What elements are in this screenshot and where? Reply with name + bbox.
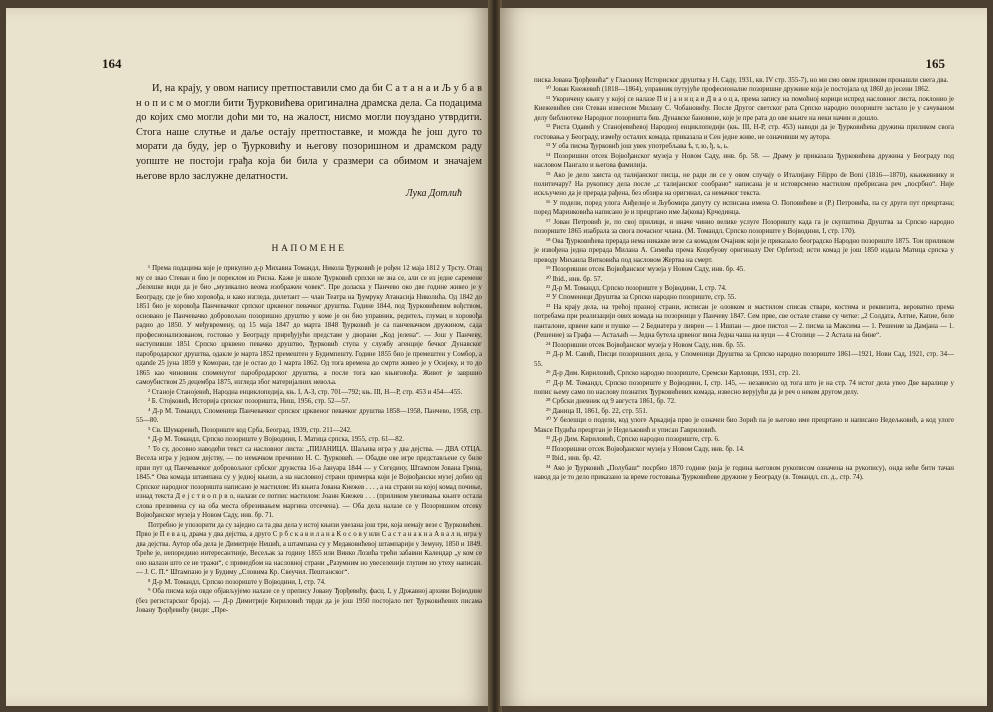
footnote: писка Јована Ђорђевића“ у Гласнику Историског друштва у Н. Саду, 1931, кв. IV стр. 355-7), но ми смо овом приликом пронашли свега два. [534, 76, 949, 84]
footnote: ⁸ Д-р М. Томандл, Српско позориште у Војводини, I, стр. 74. [148, 578, 326, 586]
right-page-body [534, 76, 954, 482]
footnote: ³¹ Д-р Дим. Кириловић, Српско народно позориште, стр. 6. [546, 435, 720, 444]
footnote: ²⁶ Д-р Дим. Кириловић, Српско народно позориште, Сремски Карловци, 1931, стр. 21. [546, 369, 801, 378]
intro-paragraph: И, на крају, у овом напису претпоставили смо да би С а т а н а и Љ у б а в н о п и с м о могли бити Ђурковићева оригинална драмска дела. Са подацима до којих смо могли доћи ми то, на жалост, нисмо могли поуздано утврдити. Стога наше слутње и даље остају претпоставке, и можда ће још дуго то морати да буду, јер о Ђурковићу и његову позоришном и драмском раду уопште не постоји грађа која би била у сразмери са обимом и значајем његове врло заслужне делатности. [136, 83, 482, 182]
footnote: ²¹ Д-р М. Томандл, Српско позориште у Војводини, I, стр. 74. [546, 283, 727, 292]
footnote: ¹³ У оба писма Ђурковић још увек употребљава ѣ, т, ю, ђ, ъ, ь. [546, 142, 729, 151]
footnote: ¹ Према подацима које је прикупио д-р Михавиа Томандл, Никола Ђурковић је рођен 12 маја 1812 у Трсту. Отац му се звао Стеван и био је пореклом из Рисна. Каже је школе Ђурковић српски не зна се, али се из једне саремене „белешке види да је био „музикално веома изображен човек“. Пре доласка у Панчево око две године живео је у Београду, где је био хоровођа, и како изгледа, дилетант — члан Театра на Ђумруку Атанасија Николића. Од 1842 до 1851 био је хоровођа Панчевачког српског црквеног певачког друштва. Године 1844, под Ђурковићевим вођством, основано је Панчевачко добровољно позоришно друштво у коме је он био управник, редитељ, глумац и хоровођа радио до 1850. У међувремену, од 15 маја 1847 до марта 1848 Ђурковић је са панчевачком дружином, сада професионализованом, гостовао у Београду прирeђујући представе у дворани „Код јелена“. — Још у Панчеву, наступивши 1851 Српско црквено певачко друштво, Ђурковић ступа у службу агенције бечког Дунавског паробродарског друштва, одакле је марта 1852 премештен у Будимпешту. Године 1855 био је премештен у Сомбор, а одande 25 јуна 1859 у Коморан, где је остао до 1 марта 1862. Од тога времена до смрти живео је у Осијеку, и то до 1865 као чиновник споменутог паробродарског друштва, а после тога као књиговођа. Живот је завршио самоубиством 25 децембра 1875, изгледа због материјалних невоља. [136, 265, 482, 387]
footnote: ⁹ Оба писма која овде објављујемо налазе се у препису Јовану Ђорђевићу, фасц. I, у Државној архиви Војводине (без регистарског броја). — Д-р Димитрије Кириловић тврди да је још 1950 постојало пет Ђурковићевих писама Јовану Ђорђевићу (види: „Пре- [136, 588, 482, 615]
footnote: ⁶ Д-р М. Томандл, Српско позориште у Војводини, I. Матица српска, 1955, стр. 61—82. [148, 436, 404, 444]
footnote: ²⁵ Д-р М. Савић, Писци позоришних дела, у Споменици Друштва за Српско народно позориште 1861—1921, Нови Сад, 1921, стр. 34—55. [534, 350, 954, 368]
footnote: ¹² Риста Одавић у Станојевићевој Народној енциклопедији (књ. III, Н-Р, стр. 453) наводи да је Ђурковићева дружина приликом свога гостовања у Београду, између осталих комада, приказала и Сен једне живе, не означивши му аутора. [534, 123, 954, 141]
footnote: ²² У Споменици Друштва за Српско народно позориште, стр. 55. [546, 293, 737, 302]
footnote: ¹¹ Укоричену књигу у којој се налазе П и ј а н и ц а и Д в а о ц а, према запису на помоћној корици испред насловног листа, поклонио је Кнежевићев син Стеван извесном Милану С. Чобановићу. После Другог светског рата Српско народно позориште застало је у сачуваном делу библиотеке Народног позоришта бив. Дунавске бановине, које је пре рата до ове књиге на неки начин и дошло. [534, 94, 954, 122]
footnote: ⁷ То су, досовно наводећи текст са насловног листа: „ПИЈАНИЦА. Шаљива игра у два дејства. — ДВА ОТЦА. Весела игра у једном дејству, — по немачком прeчинио Н. С. Ђурковић. — Обадве ове игре представљене су биле први пут од Панчевачког добровољног србског дружства 16-а Јануара 1844 — у Сегедину, Штампом Јована Грина, 1845.“ Ова комада штампана су у једној књизи, а на насловној страни примерка који је Војвођански музеј добио од Српског народног позоришта написано је мастилом: Из књига Јована Кнежев . . . , а на страни на којој комад почиње, изнад текста Д е ј с т в о п р в о, налази се потпис мастилом: Јоанн Кнежев . . . (приликом увезивања књиге остала слова презимена су на оба места обрезивањем маргина отсечена). — Оба дела налазе се у Позоришном отсеку Војвођанског музеја у Новом Саду, инв. бр. 71. [136, 445, 482, 520]
footnote: Потребно је упозорити да су заједно са та два дела у истој књизи увезана још три, која немају везе с Ђурковићем. Прво је П е в а ц, драма у два дејства, а друго С р б с к а в и л а н а К о с о в у или С а с т а н а к н а А в а л и, игра у два дејства. Аутор оба дела је Димитрије Нешић, а штампана су у Медаковићевој штампарији у Земуну, 1850 и 1849. Треће је, непоредино интересантније, Весељак за годину 1855 или Винко Лозића трећи забавни Календар „у ком се оно налази што се не тражи“, с примедбом на насловној страни „Разумним но увеселеније глупим но утеху написан. — Ј. С. П.“ Штампано је у Будиму „Словима Кр. Свеучил. Пештанског“. [136, 521, 482, 577]
footnote: ¹⁹ Позоришни отсек Војвођанског музеја у Новом Саду, инв. бр. 45. [546, 265, 745, 274]
footnote: ²³ На крају дела, на трећој празној страни, исписан је оловком и мастилом списак ствари, костима и реквизита, вероватно према потребама при реализацији ових комада на позорници у Панчеву 1847. Сем прве, све остале ставке су читке: „2 Солдата, Алтие, Капие, беле панталоне, црвене капе и пушке — 2 Бедиатера у ливреи — 1 Ишпан — двое пистол — 2. писма за Максима — 1. Решение за Дамјана — 1. (Решение) за Графа — Астаљић — Једна бутела црвеног вина Једна чаша на вуци — 4 Столице — 2 Астала на бине“. [534, 302, 954, 340]
notes-heading: НАПОМЕНЕ [271, 243, 347, 255]
footnote: ²⁰ Ibid., инв. бр. 57. [546, 274, 603, 283]
page-number-left: 164 [102, 56, 122, 71]
footnote: ¹⁰ Јован Кнежевић (1818—1864), управник путујуће професионалне позоришне дружине која је постојала од 1860 до јесени 1862. [546, 85, 930, 94]
footnote: ²⁷ Д-р М. Томандл, Српско позориште у Војводини, I, стр. 145, — независно од тога што је на стр. 74 истог дела уneo Две варалице у попис њему само по наслову познатих Ђурковићевих комада, извесно верујући да је реч о неком другом делу. [534, 378, 954, 396]
footnote: ³² Позоришни отсек Војвођанског музеја у Новом Саду, инв. бр. 14. [546, 444, 745, 453]
footnote: ²⁸ Србски дневник од 9 августа 1861, бр. 72. [546, 397, 676, 406]
footnote: ¹⁸ Ова Ђурковићева прерада нема никакве везе са комадом Очајник који је приказало београдско Народно позориште 1875. Тои приликом је извођена једна прерада Милана А. Симића према Коцебуову оригиналу Der Opfertod; исти комад је још 1850 издала Матица српска у преводу Михаила Витковића под насловом Жертва на смерт. [534, 236, 954, 264]
left-page [6, 8, 490, 706]
author-signature: Лука Дотлић [405, 188, 462, 200]
footnote: ² Станоје Станојевић, Народна енциклопедија, књ. I, А-З, стр. 701—792; књ. III, Н—Р, стр. 453 и 454—455. [148, 388, 463, 396]
footnote: ¹⁶ У подели, поред улога Анђелије и Љубомира дапуту су исписана имена О. Поповићеве и (Р.) Петровића, па су други пут прецртана; поред Маринковића написано је и прецртано име Ја(кова) Крчединца. [534, 198, 954, 217]
footnote: ³⁰ У белешци о подели, код улоге Аркадија прво је означен био Зорић па је његово име прецртано и написано Недељковић, а код улоге Максе Пудића прецртан је Недељковић и уписан Гавриловић. [534, 416, 954, 434]
footnote: ⁵ Св. Шумаревић, Позориште код Срба, Београд, 1939, стр. 211—242. [148, 426, 352, 434]
footnote: ²⁴ Позоришни отсек Војвођанског музеја у Новом Саду, инв. бр. 55. [546, 340, 745, 349]
page-number-right: 165 [925, 56, 945, 71]
footnote: ¹⁷ Јован Петровић је, по свој прилици, и иначе чинио велике услуге Позоришту када га је скупштина Друштва за Српско народно позориште 1865 изабрала за свога почасног члана. (М. Томандл, Српско позориште у Војводини, I, стр. 170). [534, 217, 954, 236]
footnote: ³³ Ibid., инв. бр. 42. [546, 454, 602, 463]
footnote: ¹⁴ Позоришни отсек Војвођанског музеја у Новом Саду, инв. бр. 58. — Драму је приказала Ђурковићева дружина у Београду под насловом Пангало и његова фамилија. [534, 151, 954, 170]
right-page [500, 8, 987, 706]
footnote: ³ Б. Стојковић, Историја српског позоришта, Ниш, 1956, стр. 52—57. [148, 398, 351, 406]
footnote: ⁴ Д-р М. Томандл, Споменица Панчевачког српског црквеног певачког друштва 1858—1958, Панчево, 1958, стр. 55—80. [136, 407, 482, 425]
left-page-body [136, 82, 482, 616]
footnote: ³⁴ Ако је Ђурковић „Полубаш“ посрбио 1870 године (која је година његовом рукописом означена на рукопису), онда неће бити тачан навод да је то дело приказано за време гостовања Ђурковићеве дружине у Београду (в. Томандл, сп. д., стр. 74). [534, 463, 954, 482]
footnote: ¹⁵ Ако је дело заиста од талијанског писца, не ради ли се у овом случају о Италијану Filippo de Boni (1816—1870), књижевнику и политичару? На рукопису дела после „с талијанског сообрано“ написана је и истоврсмено мастилом пребрисана реч „посрбно“. Није искључено да је прерада рађена, без обзира на оригинал, са немачког текста. [534, 170, 954, 198]
footnote: ²⁹ Даница II, 1861, бр. 22, стр. 551. [546, 406, 648, 415]
